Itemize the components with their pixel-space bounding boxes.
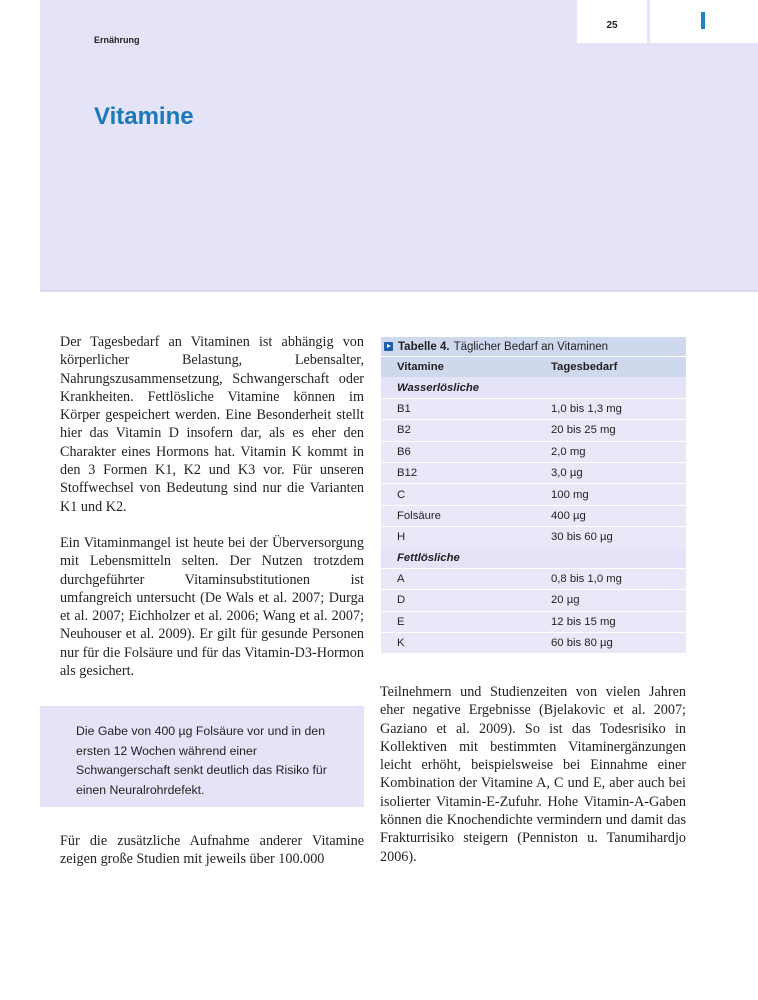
vitamin-table xyxy=(381,337,686,653)
vitamin-value: 1,0 bis 1,3 mg xyxy=(534,398,686,419)
vitamin-name: H xyxy=(381,527,534,548)
chapter-marker-bar xyxy=(701,12,705,29)
paragraph-tagesbedarf: Der Tagesbedarf an Vitaminen ist abhängig von körperlicher Belastung, Lebensalter, Nahrungszusammensetzung, Schwangerschaft oder Krankheiten. Fettlösliche Vitamine können im Körper gespeichert werden. Eine Besonderheit stellt hier das Vitamin D insofern dar, als es eher den Charakter eines Hormons hat. Vitamin K kommt in den 3 Formen K1, K2 und K3 vor. Für unseren Stoffwechsel von Bedeutung sind nur die Varianten K1 und K2. xyxy=(60,334,364,515)
vitamin-name: Folsäure xyxy=(381,505,534,526)
table-row xyxy=(381,633,686,654)
column-header-vitamine: Vitamine xyxy=(381,357,534,378)
note-box xyxy=(40,706,364,807)
vitamin-value: 400 µg xyxy=(534,505,686,526)
paragraph-vitaminmangel: Ein Vitaminmangel ist heute bei der Überversorgung mit Lebensmitteln selten. Der Nutzen trotzdem durchgeführter Vitaminsubstitutionen ist umfangreich untersucht (De Wals et al. 2007; Durga et al. 2007; Eichholzer et al. 2006; Wang et al. 2007; Neuhouser et al. 2009). Er gilt für gesunde Personen nur für die Folsäure und für das Vitamin-D3-Hormon als gesichert. xyxy=(60,534,364,680)
table-row xyxy=(381,484,686,505)
table-caption xyxy=(381,337,686,356)
header-band xyxy=(40,0,758,292)
column-header-tagesbedarf: Tagesbedarf xyxy=(534,357,686,378)
table-row xyxy=(381,441,686,462)
group-label-fettloesliche: Fettlösliche xyxy=(381,548,686,569)
chapter-title: Vitamine xyxy=(94,103,194,130)
right-column-text xyxy=(380,683,686,866)
table-group-row xyxy=(381,377,686,398)
table-arrow-icon xyxy=(384,342,393,351)
table-row xyxy=(381,527,686,548)
table-row xyxy=(381,505,686,526)
group-label-wasserloesliche: Wasserlösliche xyxy=(381,377,686,398)
page-number: 25 xyxy=(606,20,618,31)
note-text: Die Gabe von 400 µg Folsäure vor und in den ersten 12 Wochen während einer Schwangerschaft senkt deutlich das Risiko für einen Neuralrohrdefekt. xyxy=(76,724,327,797)
vitamin-name: B2 xyxy=(381,420,534,441)
table-row xyxy=(381,398,686,419)
vitamin-value: 3,0 µg xyxy=(534,462,686,483)
vitamin-value: 30 bis 60 µg xyxy=(534,527,686,548)
paragraph-ergebnisse: Teilnehmern und Studienzeiten von vielen Jahren eher negative Ergebnisse (Bjelakovic et al. 2007; Gaziano et al. 2009). So ist das Todesrisiko in Kollektiven mit bestimmten Vitaminergänzungen leicht erhöht, beispielsweise bei Einnahme einer Kombination der Vitamine A, C und E, aber auch bei isolierter Vitamin-E-Zufuhr. Hohe Vitamin-A-Gaben können die Knochendichte vermindern und damit das Frakturrisiko steigern (Penniston u. Tanumihardjo 2006). xyxy=(380,684,686,865)
running-head: Ernährung xyxy=(94,35,140,45)
vitamin-value: 20 bis 25 mg xyxy=(534,420,686,441)
vitamin-name: D xyxy=(381,590,534,611)
table-header-row xyxy=(381,357,686,378)
table-row xyxy=(381,420,686,441)
vitamin-value: 2,0 mg xyxy=(534,441,686,462)
left-column xyxy=(60,333,364,680)
left-column-bottom xyxy=(60,832,364,869)
vitamin-name: A xyxy=(381,568,534,589)
table-caption-label: Tabelle 4. xyxy=(398,340,450,353)
table-row xyxy=(381,590,686,611)
vitamin-name: B1 xyxy=(381,398,534,419)
vitamin-value: 20 µg xyxy=(534,590,686,611)
vitamin-name: B6 xyxy=(381,441,534,462)
paragraph-aufnahme: Für die zusätzliche Aufnahme anderer Vitamine zeigen große Studien mit jeweils über 100.000 xyxy=(60,833,364,868)
vitamin-value: 60 bis 80 µg xyxy=(534,633,686,654)
vitamin-name: C xyxy=(381,484,534,505)
table-row xyxy=(381,611,686,632)
vitamin-value: 12 bis 15 mg xyxy=(534,611,686,632)
vitamin-value: 0,8 bis 1,0 mg xyxy=(534,568,686,589)
vitamin-name: B12 xyxy=(381,462,534,483)
table-grid xyxy=(381,356,686,653)
vitamin-value: 100 mg xyxy=(534,484,686,505)
table-row xyxy=(381,568,686,589)
table-row xyxy=(381,462,686,483)
vitamin-name: K xyxy=(381,633,534,654)
table-group-row xyxy=(381,548,686,569)
vitamin-name: E xyxy=(381,611,534,632)
table-caption-text: Täglicher Bedarf an Vitaminen xyxy=(453,340,609,353)
